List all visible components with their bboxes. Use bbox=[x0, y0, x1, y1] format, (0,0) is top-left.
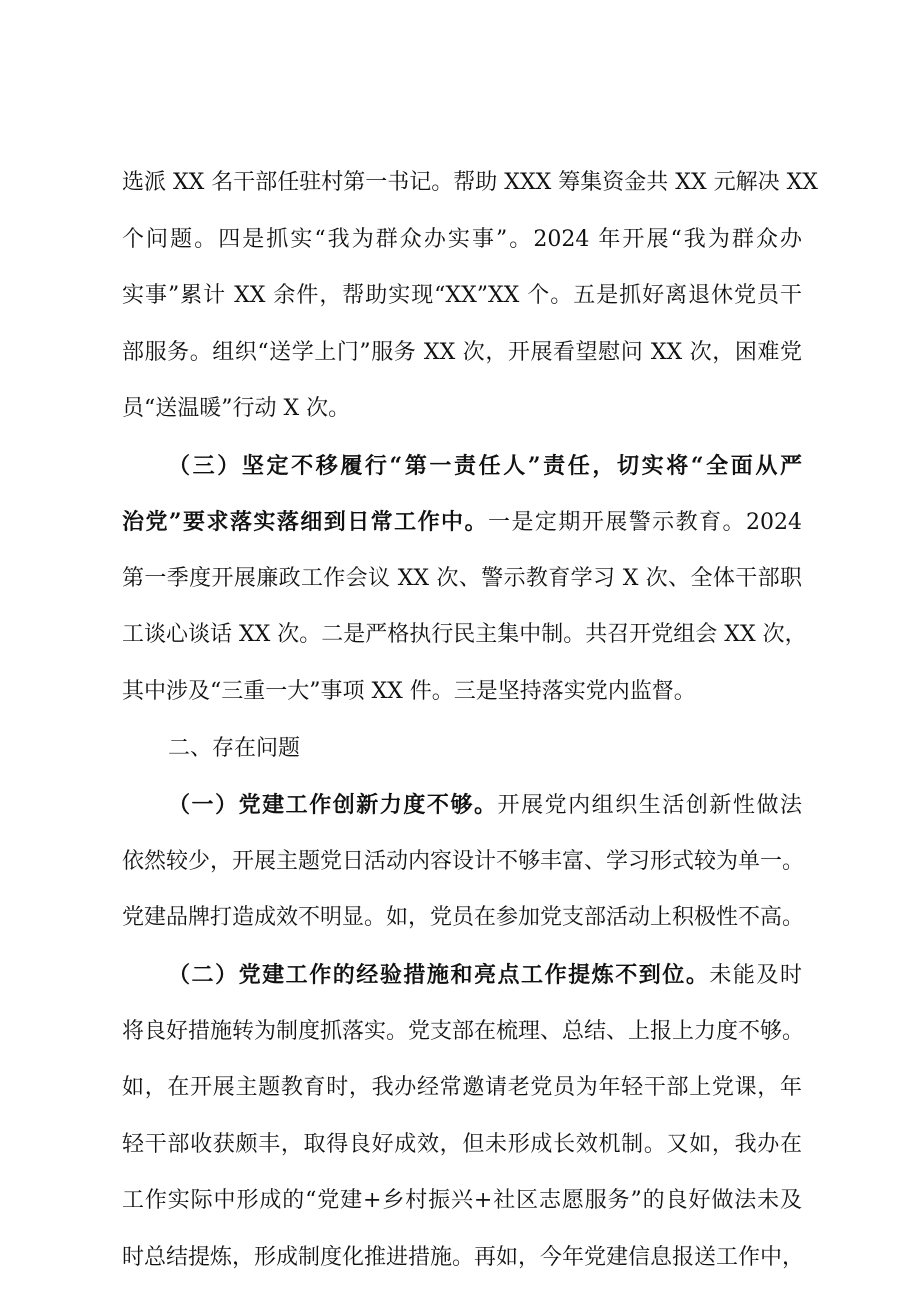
subheading-text: （二）党建工作的经验措施和亮点工作提炼不到位。 bbox=[168, 962, 710, 988]
paragraph-line bbox=[168, 785, 802, 825]
subheading-text: 治党”要求落实落细到日常工作中。 bbox=[122, 509, 488, 535]
paragraph-line: 第一季度开展廉政工作会议 XX 次、警示教育学习 X 次、全体干部职 bbox=[122, 566, 802, 591]
paragraph-line bbox=[122, 502, 802, 542]
paragraph-line: 部服务。组织“送学上门”服务 XX 次，开展看望慰问 XX 次，困难党 bbox=[122, 340, 802, 365]
paragraph-line: 选派 XX 名干部任驻村第一书记。帮助 XXX 筹集资金共 XX 元解决 XX bbox=[122, 170, 818, 195]
paragraph-text: 未能及时 bbox=[709, 963, 802, 988]
paragraph-text: 一是定期开展警示教育。2024 bbox=[487, 510, 803, 535]
paragraph-line: 依然较少，开展主题党日活动内容设计不够丰富、学习形式较为单一。 bbox=[122, 849, 805, 874]
paragraph-line: 党建品牌打造成效不明显。如，党员在参加党支部活动上积极性不高。 bbox=[122, 905, 805, 930]
paragraph-line: 将良好措施转为制度抓落实。党支部在梳理、总结、上报上力度不够。 bbox=[122, 1019, 805, 1044]
paragraph-line: 个问题。四是抓实“我为群众办实事”。2024 年开展“我为群众办 bbox=[122, 227, 802, 252]
paragraph-text: 开展党内组织生活创新性做法 bbox=[497, 793, 802, 818]
paragraph-line bbox=[168, 955, 802, 995]
section-heading: 二、存在问题 bbox=[168, 736, 301, 761]
paragraph-line: 其中涉及“三重一大”事项 XX 件。三是坚持落实党内监督。 bbox=[122, 679, 696, 704]
subheading-line: （三）坚定不移履行“第一责任人”责任，切实将“全面从严 bbox=[168, 453, 802, 479]
paragraph-line: 工作实际中形成的“党建+乡村振兴+社区志愿服务”的良好做法未及 bbox=[122, 1188, 802, 1213]
paragraph-line: 员“送温暖”行动 X 次。 bbox=[122, 396, 351, 421]
paragraph-line: 实事”累计 XX 余件，帮助实现“XX”XX 个。五是抓好离退休党员干 bbox=[122, 283, 802, 308]
paragraph-line: 如，在开展主题教育时，我办经常邀请老党员为年轻干部上党课，年 bbox=[122, 1075, 802, 1100]
subheading-text: （一）党建工作创新力度不够。 bbox=[168, 792, 498, 818]
paragraph-line: 轻干部收获颇丰，取得良好成效，但未形成长效机制。又如，我办在 bbox=[122, 1132, 802, 1157]
paragraph-line: 时总结提炼，形成制度化推进措施。再如，今年党建信息报送工作中， bbox=[122, 1245, 805, 1270]
paragraph-line: 工谈心谈话 XX 次。二是严格执行民主集中制。共召开党组会 XX 次， bbox=[122, 622, 807, 647]
